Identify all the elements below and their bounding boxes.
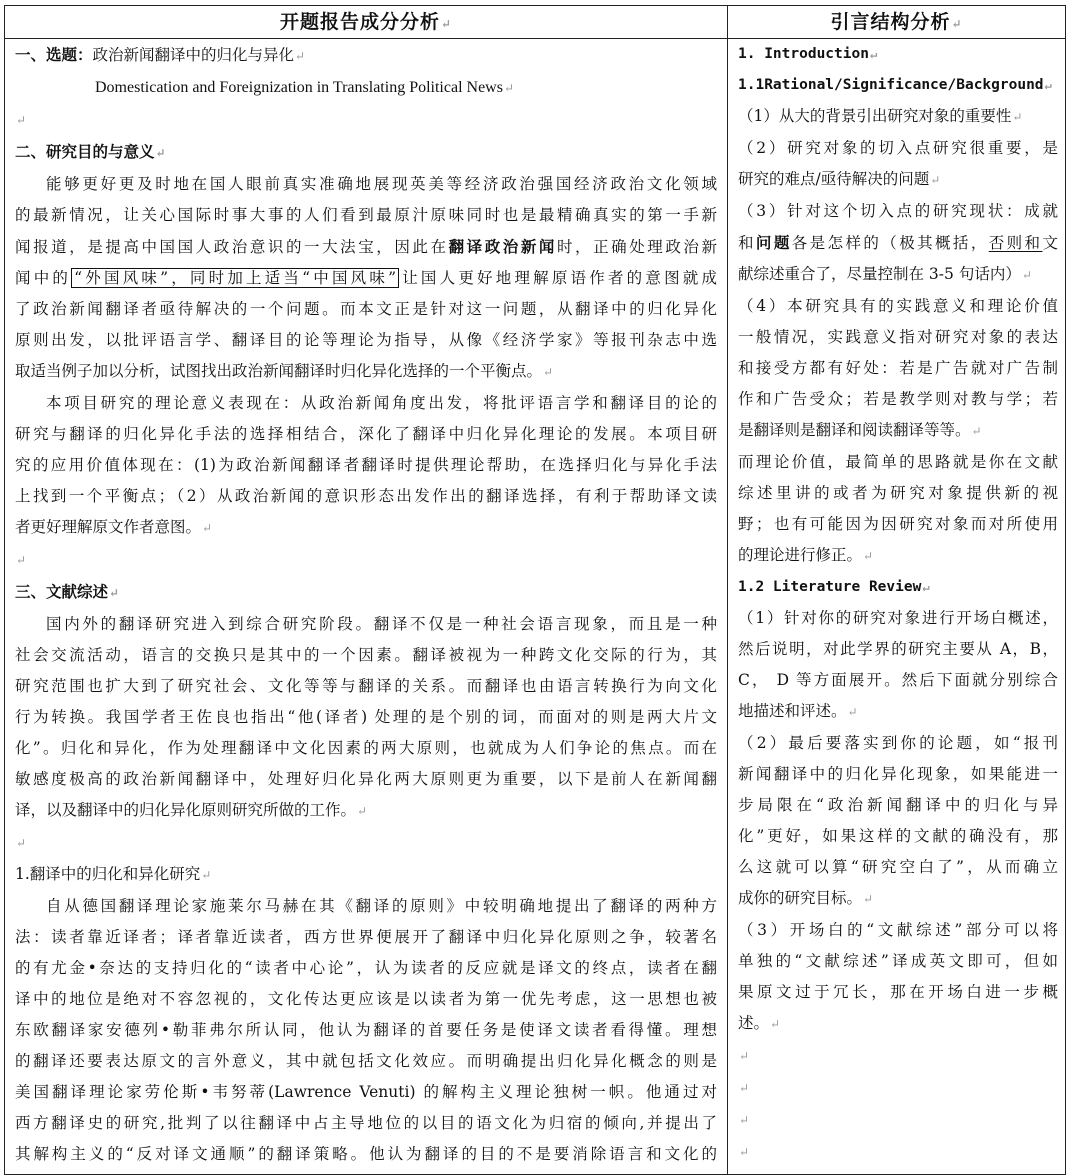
literature-review-heading: [738, 572, 1058, 603]
note-line: [738, 101, 1058, 133]
note-line: 作和广告受众；若是教学则对教与学；若: [738, 390, 1058, 408]
boxed-phrase: “外国风味”，同时加上适当“中国风味”: [71, 268, 399, 288]
paragraph-mark-icon: ↵: [739, 1145, 750, 1159]
text-run: 述。: [738, 1014, 770, 1032]
paragraph-mark-icon: ↵: [847, 705, 858, 719]
paragraph-mark-icon: ↵: [1044, 78, 1052, 92]
note-line: [738, 540, 1058, 572]
purpose-para1-line: 原则出发，以批评语言学、翻译目的论等理论为指导，从像《经济学家》等报刊杂志中选: [15, 331, 717, 349]
text-run: 文: [1042, 234, 1058, 252]
text-run: （1）从大的背景引出研究对象的重要性: [738, 107, 1012, 125]
literature-para-line: 敏感度极高的政治新闻翻译中，处理好归化异化两大原则更为重要，以下是前人在新闻翻: [15, 770, 717, 788]
section-heading-purpose: [15, 136, 717, 169]
blank-line: [15, 544, 717, 576]
paragraph-mark-icon: ↵: [155, 146, 166, 160]
topic-english: Domestication and Foreignization in Translating Political News: [95, 79, 503, 96]
note-line: [738, 227, 1058, 259]
note-line: [738, 883, 1058, 915]
purpose-para2-line: 上找到一个平衡点；（2）从政治新闻的意识形态出发作出的翻译选择，有利于帮助译文读: [15, 487, 717, 505]
text-run: 闻报道，是提高中国国人政治意识的一大法宝，因此在: [15, 238, 449, 256]
note-line: 新闻翻译中的归化异化现象，如果能进一: [738, 765, 1058, 783]
note-line: 么这就可以算“研究空白了”，从而确立: [738, 858, 1058, 876]
literature-para-line: 社会交流活动，语言的交换只是其中的一个因素。翻译被视为一种跨文化交际的行为，其: [15, 646, 717, 664]
paragraph-mark-icon: ↵: [922, 580, 930, 594]
purpose-para1-line: 了政治新闻翻译者亟待解决的一个问题。而本文正是针对这一问题，从翻译中的归化异化: [15, 300, 717, 318]
paragraph-mark-icon: ↵: [16, 113, 27, 127]
column-divider: [727, 6, 728, 1174]
subsection-para-line: 美国翻译理论家劳伦斯•韦努蒂(Lawrence Venuti) 的解构主义理论独树一帜。他通过对: [15, 1083, 717, 1101]
note-line: 步局限在“政治新闻翻译中的归化与异: [738, 796, 1058, 814]
note-line: [738, 259, 1058, 291]
purpose-para1-line: [15, 231, 717, 263]
text-run: 献综述重合了，尽量控制在 3-5 句话内）: [738, 265, 1021, 283]
left-column-title: [5, 6, 727, 38]
text-run: 研究的难点/亟待解决的问题: [738, 170, 930, 188]
text-run: 是翻译则是翻译和阅读翻译等等。: [738, 421, 971, 439]
note-line: 野；也有可能因为因研究对象而对所使用: [738, 515, 1058, 533]
note-line: 果原文过于冗长，那在开场白进一步概: [738, 983, 1058, 1001]
subsection-para-line: 的有尤金•奈达的支持归化的“读者中心论”，认为读者的反应就是译文的终点，读者在翻: [15, 959, 717, 977]
blank-line: [15, 827, 717, 859]
blank-line: [738, 1040, 1058, 1072]
blank-line: [738, 1104, 1058, 1136]
paragraph-mark-icon: ↵: [202, 521, 213, 535]
paragraph-mark-icon: ↵: [16, 553, 27, 567]
subsection-para-line: 东欧翻译家安德列•勒菲弗尔所认同，他认为翻译的首要任务是使译文读者看得懂。理想: [15, 1021, 717, 1039]
text-run: 译，以及翻译中的归化异化原则研究所做的工作。: [15, 801, 357, 819]
note-line: 然后说明，对此学界的研究主要从 A，B，: [738, 640, 1058, 658]
text-run: 成你的研究目标。: [738, 889, 863, 907]
background-heading: [738, 70, 1058, 101]
blank-line: [738, 1136, 1058, 1168]
subsection-para-line: 的翻译还要表达原文的言外意义，其中就包括文化效应。而明确提出归化异化概念的则是: [15, 1052, 717, 1070]
proposal-content: [15, 39, 717, 1170]
paragraph-mark-icon: ↵: [1012, 110, 1023, 124]
literature-heading-text: 三、文献综述: [15, 582, 109, 601]
subsection-heading: [15, 859, 717, 891]
paragraph-mark-icon: ↵: [295, 49, 306, 63]
text-run: 取适当例子加以分析，试图找出政治新闻翻译时归化异化选择的一个平衡点。: [15, 362, 543, 380]
paragraph-mark-icon: ↵: [201, 868, 212, 882]
text-run: 时，正确处理政治新: [556, 238, 717, 256]
literature-para-line: 国内外的翻译研究进入到综合研究阶段。翻译不仅是一种社会语言现象，而且是一种: [46, 615, 717, 633]
subsection-para-line: 自从德国翻译理论家施莱尔马赫在其《翻译的原则》中较明确地提出了翻译的两种方: [46, 897, 717, 915]
paragraph-mark-icon: ↵: [930, 173, 941, 187]
paragraph-mark-icon: ↵: [109, 586, 120, 600]
note-line: [738, 696, 1058, 728]
analysis-table: [4, 5, 1066, 1175]
text-run: 者更好理解原文作者意图。: [15, 518, 202, 536]
paragraph-mark-icon: ↵: [863, 549, 874, 563]
purpose-para2-line: 本项目研究的理论意义表现在：从政治新闻角度出发，将批评语言学和翻译目的论的: [46, 394, 717, 412]
topic-english-line: [15, 72, 717, 104]
note-line: [738, 164, 1058, 196]
text-run: 地描述和评述。: [738, 702, 847, 720]
paragraph-mark-icon: ↵: [951, 17, 963, 31]
paragraph-mark-icon: ↵: [440, 17, 453, 31]
blank-line: [738, 1072, 1058, 1104]
purpose-para1-line: 能够更好更及时地在国人眼前真实准确地展现英美等经济政治强国经济政治文化领域: [46, 175, 717, 193]
note-line: （2）研究对象的切入点研究很重要，是: [738, 139, 1058, 157]
underlined-phrase: 否则和: [988, 234, 1043, 252]
text-run: 的理论进行修正。: [738, 546, 863, 564]
bold-phrase: 问题: [755, 233, 792, 252]
paragraph-mark-icon: ↵: [357, 804, 368, 818]
paragraph-mark-icon: ↵: [1021, 268, 1032, 282]
literature-para-line: [15, 795, 717, 827]
subsection-para-line: 其解构主义的“反对译文通顺”的翻译策略。他认为翻译的目的不是要消除语言和文化的: [15, 1145, 717, 1163]
background-heading-text: 1.1Rational/Significance/Background: [738, 77, 1044, 93]
topic-line: [15, 39, 717, 72]
paragraph-mark-icon: ↵: [770, 1017, 781, 1031]
literature-para-line: 行为转换。我国学者王佐良也指出“他(译者) 处理的是个别的词，而面对的则是两大片文: [15, 708, 717, 726]
paragraph-mark-icon: ↵: [739, 1081, 750, 1095]
paragraph-mark-icon: ↵: [739, 1113, 750, 1127]
paragraph-mark-icon: ↵: [863, 892, 874, 906]
literature-review-heading-text: 1.2 Literature Review: [738, 579, 922, 595]
section-heading-literature: [15, 576, 717, 609]
note-line: 一般情况，实践意义指对研究对象的表达: [738, 328, 1058, 346]
subsection-heading-text: 1.翻译中的归化和异化研究: [15, 865, 201, 883]
note-line: （3）针对这个切入点的研究现状：成就: [738, 202, 1058, 220]
note-line: 而理论价值，最简单的思路就是你在文献: [738, 453, 1058, 471]
paragraph-mark-icon: ↵: [739, 1049, 750, 1063]
right-column-title: [728, 6, 1065, 38]
subsection-para-line: 西方翻译史的研究,批判了以往翻译中占主导地位的以目的语文化为归宿的倾向,并提出了: [15, 1114, 717, 1132]
intro-structure-content: [738, 39, 1058, 1168]
purpose-heading-text: 二、研究目的与意义: [15, 142, 155, 161]
literature-para-line: 研究范围也扩大到了研究社会、文化等等与翻译的关系。而翻译也由语言转换行为向文化: [15, 677, 717, 695]
purpose-para1-line: [15, 263, 717, 294]
topic-chinese: 政治新闻翻译中的归化与异化: [92, 46, 295, 64]
intro-heading-text: 1. Introduction: [738, 46, 869, 62]
note-line: [738, 1008, 1058, 1040]
intro-heading: [738, 39, 1058, 70]
note-line: 单独的“文献综述”译成英文即可，但如: [738, 952, 1058, 970]
note-line: （2）最后要落实到你的论题，如“报刊: [738, 734, 1058, 752]
purpose-para2-line: 究的应用价值体现在：(1)为政治新闻翻译者翻译时提供理论帮助，在选择归化与异化手法: [15, 456, 717, 474]
text-run: 和: [738, 234, 756, 252]
subsection-para-line: 法：读者靠近译者；译者靠近读者，西方世界便展开了翻译中归化异化原则之争，较著名: [15, 928, 717, 946]
purpose-para2-line: [15, 512, 717, 544]
topic-label: 一、选题：: [15, 45, 93, 64]
left-title-text: 开题报告成分分析: [279, 11, 440, 33]
note-line: 和接受方都有好处：若是广告就对广告制: [738, 359, 1058, 377]
note-line: 综述里讲的或者为研究对象提供新的视: [738, 484, 1058, 502]
note-line: 化”更好，如果这样的文献的确没有，那: [738, 827, 1058, 845]
blank-line: [15, 104, 717, 136]
text-run: 闻中的: [15, 269, 72, 287]
note-line: （3）开场白的“文献综述”部分可以将: [738, 921, 1058, 939]
text-run: 各是怎样的（极其概括，: [791, 234, 989, 252]
bold-phrase: 翻译政治新闻: [448, 237, 557, 256]
subsection-para-line: 译中的地位是绝对不容忽视的，文化传达更应该是以读者为第一优先考虑，这一思想也被: [15, 990, 717, 1008]
right-title-text: 引言结构分析: [830, 11, 951, 33]
note-line: C， D 等方面展开。然后下面就分别综合: [738, 671, 1058, 689]
paragraph-mark-icon: ↵: [971, 424, 982, 438]
note-line: （1）针对你的研究对象进行开场白概述，: [738, 609, 1058, 627]
purpose-para2-line: 研究与翻译的归化异化手法的选择相结合，深化了翻译中归化异化理论的发展。本项目研: [15, 425, 717, 443]
text-run: 让国人更好地理解原语作者的意图就成: [399, 269, 717, 287]
literature-para-line: 化”。归化和异化，作为处理翻译中文化因素的两大原则，也就成为人们争论的焦点。而在: [15, 739, 717, 757]
paragraph-mark-icon: ↵: [869, 47, 878, 61]
purpose-para1-line: [15, 356, 717, 388]
purpose-para1-line: 的最新情况，让关心国际时事大事的人们看到最原汁原味同时也是最精确真实的第一手新: [15, 206, 717, 224]
paragraph-mark-icon: ↵: [503, 81, 515, 95]
note-line: [738, 415, 1058, 447]
paragraph-mark-icon: ↵: [16, 836, 27, 850]
paragraph-mark-icon: ↵: [543, 365, 554, 379]
note-line: （4）本研究具有的实践意义和理论价值: [738, 297, 1058, 315]
